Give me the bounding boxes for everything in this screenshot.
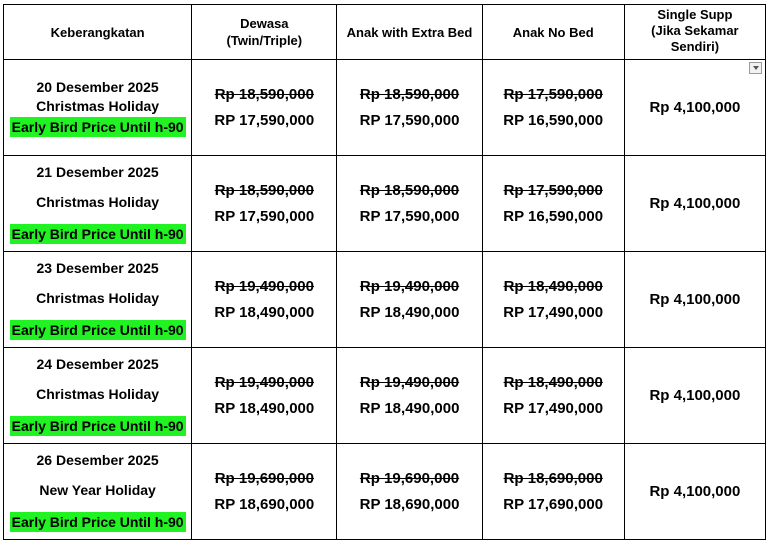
- extra-bed-old-price: Rp 19,490,000: [359, 373, 460, 391]
- departure-cell: [4, 60, 192, 156]
- departure-date: 24 Desember 2025: [36, 355, 159, 372]
- departure-cell: [4, 348, 192, 444]
- extra-bed-price-cell: [337, 156, 482, 252]
- table-row: [4, 444, 766, 540]
- holiday-label: Christmas Holiday: [36, 385, 160, 402]
- departure-date: 21 Desember 2025: [36, 163, 159, 180]
- no-bed-old-price: Rp 18,490,000: [503, 373, 603, 391]
- adult-new-price: RP 17,590,000: [214, 111, 315, 129]
- header-child-no-bed: [482, 5, 624, 60]
- single-supp-price: Rp 4,100,000: [649, 482, 741, 500]
- header-adult-sublabel: (Twin/Triple): [226, 33, 303, 48]
- departure-date: 20 Desember 2025: [36, 78, 159, 95]
- single-supp-cell: [624, 156, 765, 252]
- departure-cell: [4, 444, 192, 540]
- no-bed-new-price: RP 17,490,000: [503, 303, 604, 321]
- extra-bed-new-price: RP 18,690,000: [359, 495, 460, 513]
- table-row: [4, 252, 766, 348]
- holiday-label: Christmas Holiday: [36, 193, 160, 210]
- adult-price-cell: [192, 444, 337, 540]
- table-row: [4, 348, 766, 444]
- dropdown-arrow-icon[interactable]: [749, 62, 762, 74]
- extra-bed-new-price: RP 18,490,000: [359, 303, 460, 321]
- adult-price-cell: [192, 348, 337, 444]
- extra-bed-new-price: RP 17,590,000: [359, 207, 460, 225]
- header-child-extra-bed: [337, 5, 482, 60]
- extra-bed-price-cell: [337, 252, 482, 348]
- no-bed-new-price: RP 16,590,000: [503, 111, 604, 129]
- single-supp-price: Rp 4,100,000: [649, 98, 741, 116]
- departure-date: 26 Desember 2025: [36, 451, 159, 468]
- extra-bed-price-cell: [337, 60, 482, 156]
- table-header-row: [4, 5, 766, 60]
- single-supp-cell: [624, 252, 765, 348]
- single-supp-price: Rp 4,100,000: [649, 386, 741, 404]
- no-bed-new-price: RP 16,590,000: [503, 207, 604, 225]
- early-bird-badge: Early Bird Price Until h-90: [11, 118, 184, 135]
- header-departure: [4, 5, 192, 60]
- extra-bed-old-price: Rp 18,590,000: [359, 181, 460, 199]
- header-departure-label: Keberangkatan: [50, 24, 145, 40]
- single-supp-price: Rp 4,100,000: [649, 290, 741, 308]
- departure-date: 23 Desember 2025: [36, 259, 159, 276]
- single-supp-cell: [624, 348, 765, 444]
- table-row: [4, 156, 766, 252]
- header-adult-label: Dewasa: [240, 16, 289, 31]
- single-supp-cell: [624, 60, 765, 156]
- no-bed-new-price: RP 17,490,000: [503, 399, 604, 417]
- extra-bed-old-price: Rp 19,690,000: [359, 469, 460, 487]
- no-bed-old-price: Rp 18,690,000: [503, 469, 603, 487]
- no-bed-new-price: RP 17,690,000: [503, 495, 604, 513]
- holiday-label: Christmas Holiday: [36, 97, 160, 114]
- adult-new-price: RP 17,590,000: [214, 207, 315, 225]
- adult-old-price: Rp 19,490,000: [214, 277, 314, 295]
- departure-cell: [4, 252, 192, 348]
- single-supp-price: Rp 4,100,000: [649, 194, 741, 212]
- adult-old-price: Rp 18,590,000: [214, 181, 314, 199]
- extra-bed-new-price: RP 18,490,000: [359, 399, 460, 417]
- no-bed-old-price: Rp 17,590,000: [503, 85, 603, 103]
- no-bed-old-price: Rp 18,490,000: [503, 277, 603, 295]
- adult-new-price: RP 18,490,000: [214, 399, 315, 417]
- extra-bed-price-cell: [337, 348, 482, 444]
- extra-bed-price-cell: [337, 444, 482, 540]
- adult-old-price: Rp 19,690,000: [214, 469, 314, 487]
- header-child-no-bed-label: Anak No Bed: [512, 24, 594, 40]
- header-single-sublabel-1: (Jika Sekamar: [651, 23, 739, 38]
- adult-price-cell: [192, 252, 337, 348]
- departure-cell: [4, 156, 192, 252]
- adult-price-cell: [192, 60, 337, 156]
- early-bird-badge: Early Bird Price Until h-90: [11, 321, 184, 338]
- header-single-supp: [624, 5, 765, 60]
- adult-price-cell: [192, 156, 337, 252]
- holiday-label: New Year Holiday: [39, 481, 156, 498]
- header-single-label: Single Supp: [657, 7, 733, 22]
- single-supp-cell: [624, 444, 765, 540]
- extra-bed-old-price: Rp 18,590,000: [359, 85, 460, 103]
- adult-old-price: Rp 19,490,000: [214, 373, 314, 391]
- extra-bed-old-price: Rp 19,490,000: [359, 277, 460, 295]
- holiday-label: Christmas Holiday: [36, 289, 160, 306]
- no-bed-price-cell: [482, 60, 624, 156]
- adult-new-price: RP 18,490,000: [214, 303, 315, 321]
- table-row: [4, 60, 766, 156]
- adult-new-price: RP 18,690,000: [214, 495, 315, 513]
- no-bed-price-cell: [482, 156, 624, 252]
- header-child-extra-bed-label: Anak with Extra Bed: [346, 24, 473, 40]
- price-table: [3, 4, 766, 540]
- no-bed-price-cell: [482, 348, 624, 444]
- header-adult: [192, 5, 337, 60]
- no-bed-price-cell: [482, 444, 624, 540]
- header-single-sublabel-2: Sendiri): [670, 39, 720, 54]
- early-bird-badge: Early Bird Price Until h-90: [11, 225, 184, 242]
- early-bird-badge: Early Bird Price Until h-90: [11, 417, 184, 434]
- early-bird-badge: Early Bird Price Until h-90: [11, 513, 184, 530]
- adult-old-price: Rp 18,590,000: [214, 85, 314, 103]
- extra-bed-new-price: RP 17,590,000: [359, 111, 460, 129]
- no-bed-old-price: Rp 17,590,000: [503, 181, 603, 199]
- no-bed-price-cell: [482, 252, 624, 348]
